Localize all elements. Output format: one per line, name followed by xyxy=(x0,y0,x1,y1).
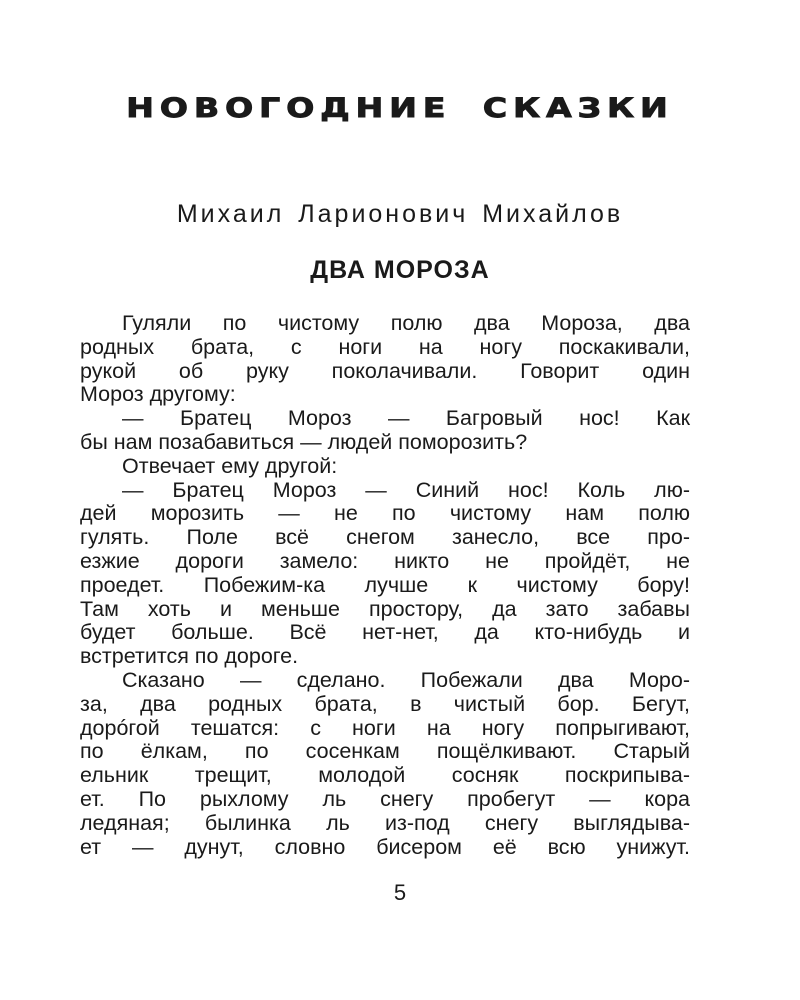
text-line: Там хоть и меньше простору, да зато забавы xyxy=(80,596,690,621)
paragraph xyxy=(80,669,690,859)
book-title: НОВОГОДНИЕ СКАЗКИ xyxy=(126,91,674,124)
paragraph xyxy=(80,407,690,455)
text-line: езжие дороги замело: никто не пройдёт, не xyxy=(80,548,690,573)
text-line: ет. По рыхлому ль снегу пробегут — кора xyxy=(80,786,690,811)
text-line: родных брата, с ноги на ногу поскакивали, xyxy=(80,334,690,359)
text-line: Мороз другому: xyxy=(80,382,236,407)
text-line: ет — дунут, словно бисером её всю унижут. xyxy=(80,834,690,859)
text-line: дей морозить — не по чистому нам полю xyxy=(80,501,690,526)
paragraph xyxy=(80,312,690,407)
page-number: 5 xyxy=(393,880,407,905)
text-line: — Братец Мороз — Синий нос! Коль лю- xyxy=(122,477,690,502)
paragraph xyxy=(80,479,690,669)
text-line: Сказано — сделано. Побежали два Моро- xyxy=(122,667,690,692)
text-line: ельник трещит, молодой сосняк поскрипыва- xyxy=(80,763,690,788)
text-line: встретится по дороге. xyxy=(80,644,299,669)
text-line: Гуляли по чистому полю два Мороза, два xyxy=(122,311,690,335)
text-line: по ёлкам, по сосенкам пощёлкивают. Старый xyxy=(80,739,690,764)
text-line: бы нам позабавиться — людей поморозить? xyxy=(80,429,528,454)
text-line: проедет. Побежим-ка лучше к чистому бору! xyxy=(80,572,690,597)
paragraph xyxy=(80,455,690,479)
author-name: Михаил Ларионович Михайлов xyxy=(176,200,624,228)
text-line: — Братец Мороз — Багровый нос! Как xyxy=(122,406,690,431)
text-line: рукой об руку поколачивали. Говорит один xyxy=(80,358,690,383)
story-title: ДВА МОРОЗА xyxy=(310,256,490,284)
text-line: дорóгой тешатся: с ноги на ногу попрыгивают, xyxy=(80,715,690,740)
text-line: будет больше. Всё нет-нет, да кто-нибудь и xyxy=(80,620,690,645)
story-text xyxy=(80,312,690,859)
text-line: гулять. Поле всё снегом занесло, все про- xyxy=(80,525,690,550)
text-line: за, два родных брата, в чистый бор. Бегут, xyxy=(80,691,690,716)
text-line: ледяная; былинка ль из-под снегу выглядыва- xyxy=(80,810,690,835)
text-line: Отвечает ему другой: xyxy=(122,453,338,478)
